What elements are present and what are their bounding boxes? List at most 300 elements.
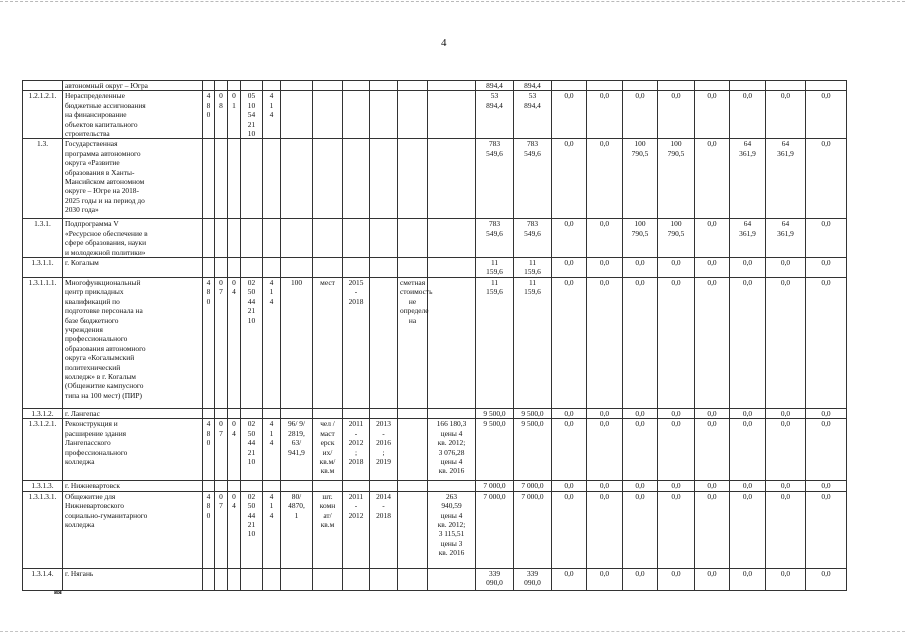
cell-line: 4 — [206, 91, 211, 101]
cell-line: политехнический — [65, 362, 121, 372]
cell-c7 — [313, 91, 343, 139]
cell-line: 0,0 — [780, 419, 791, 429]
cell-line: расширение здания — [65, 428, 127, 438]
cell-c10 — [398, 481, 428, 491]
cell-v2 — [514, 568, 552, 590]
page-number: 4 — [441, 37, 447, 49]
cell-name — [63, 568, 203, 590]
cell-line: 4 — [206, 419, 211, 429]
cell-c11 — [428, 419, 476, 481]
cell-line: 80/ — [291, 491, 302, 501]
cell-name — [63, 139, 203, 219]
cell-v2 — [514, 219, 552, 258]
cell-c11 — [428, 408, 476, 418]
cell-line: 0,0 — [564, 481, 574, 491]
cell-line: цены 4 — [440, 510, 463, 520]
cell-line: 0,0 — [564, 219, 574, 229]
cell-c9 — [370, 491, 398, 568]
cell-c5 — [263, 491, 281, 568]
cell-line: профессионального — [65, 447, 128, 457]
table-row — [23, 408, 847, 418]
cell-line: 4 — [269, 277, 274, 287]
cell-line: 2018 — [376, 510, 391, 520]
cell-line: ; — [382, 447, 385, 457]
cell-v6 — [658, 491, 695, 568]
cell-c7 — [313, 258, 343, 278]
cell-v5 — [623, 481, 658, 491]
cell-line: 0,0 — [707, 91, 717, 101]
cell-line: 790,5 — [631, 148, 649, 158]
cell-line: на финансирование — [65, 110, 127, 120]
cell-c10 — [398, 419, 428, 481]
cell-c1 — [203, 481, 215, 491]
cell-v6 — [658, 81, 695, 91]
cell-line: 159,6 — [524, 267, 541, 277]
cell-line: квалификаций по — [65, 296, 120, 306]
cell-v6 — [658, 408, 695, 418]
cell-v6 — [658, 568, 695, 590]
cell-c4 — [241, 491, 263, 568]
cell-line: 2019 — [376, 456, 391, 466]
cell-line: 0,0 — [707, 277, 717, 287]
cell-v5 — [623, 491, 658, 568]
cell-c1 — [203, 139, 215, 219]
cell-line: 96/ 9/ — [287, 419, 306, 429]
cell-v9 — [766, 81, 806, 91]
cell-line: 2015 — [348, 277, 364, 287]
cell-line: 02 — [247, 491, 256, 501]
cell-line: 50 — [247, 428, 256, 438]
cell-line: 10 — [247, 529, 256, 539]
cell-c2 — [215, 481, 228, 491]
cell-line: автономный округ – Югра — [65, 81, 148, 90]
cell-v7 — [695, 277, 730, 408]
cell-c5 — [263, 277, 281, 408]
cell-line: чел / — [320, 419, 335, 429]
cell-v8 — [730, 139, 766, 219]
cell-line: 0,0 — [707, 481, 717, 491]
cell-line: Многофункциональный — [65, 277, 141, 287]
cell-v4 — [587, 139, 623, 219]
cell-v2 — [514, 258, 552, 278]
cell-line: ; — [354, 447, 358, 457]
cell-line: 1 — [294, 510, 299, 520]
cell-line: 10 — [247, 315, 256, 325]
cell-c11 — [428, 481, 476, 491]
cell-c1 — [203, 258, 215, 278]
cell-c5 — [263, 81, 281, 91]
cell-line: 10 — [247, 456, 256, 466]
cell-line: 2018 — [348, 296, 364, 306]
cell-line: 2819, — [288, 428, 305, 438]
cell-c3 — [228, 481, 241, 491]
cell-v7 — [695, 258, 730, 278]
cell-c10 — [398, 408, 428, 418]
cell-line: 4 — [269, 419, 274, 429]
cell-line: 53 — [528, 91, 537, 101]
cell-v8 — [730, 568, 766, 590]
cell-line: 2030 года» — [65, 205, 99, 215]
cell-c8 — [343, 219, 370, 258]
cell-line: 0,0 — [635, 408, 645, 418]
cell-line: 0 — [206, 296, 211, 306]
cell-v1 — [476, 419, 514, 481]
cell-line: 54 — [247, 110, 256, 120]
table-row — [23, 219, 847, 258]
cell-c7 — [313, 139, 343, 219]
cell-c6 — [281, 568, 313, 590]
cell-v7 — [695, 81, 730, 91]
cell-c7 — [313, 408, 343, 418]
cell-line: 0,0 — [780, 277, 791, 287]
cell-c11 — [428, 219, 476, 258]
table-row — [23, 81, 847, 91]
table-row — [23, 139, 847, 219]
cell-c1 — [203, 491, 215, 568]
cell-c11 — [428, 91, 476, 139]
cell-line: 790,5 — [667, 228, 685, 238]
cell-line: 0,0 — [671, 277, 681, 287]
cell-line: 4870, — [288, 501, 305, 511]
cell-line: 0 — [219, 419, 223, 429]
cell-v4 — [587, 481, 623, 491]
cell-c2 — [215, 419, 228, 481]
cell-v6 — [658, 258, 695, 278]
cell-v10 — [806, 568, 847, 590]
cell-v6 — [658, 91, 695, 139]
cell-v1 — [476, 277, 514, 408]
cell-v9 — [766, 419, 806, 481]
cell-c2 — [215, 219, 228, 258]
cell-v8 — [730, 258, 766, 278]
cell-line: 0,0 — [742, 91, 753, 101]
cell-line: - — [354, 428, 358, 438]
cell-line: 941,9 — [288, 447, 305, 457]
cell-v9 — [766, 277, 806, 408]
cell-name — [63, 91, 203, 139]
cell-c1 — [203, 408, 215, 418]
cell-v2 — [514, 419, 552, 481]
cell-line: 64 — [743, 219, 752, 229]
cell-c8 — [343, 258, 370, 278]
cell-line: Подпрограмма V — [65, 219, 119, 229]
cell-line: 0,0 — [742, 419, 753, 429]
cell-line: мест — [320, 277, 335, 287]
cell-v10 — [806, 491, 847, 568]
cell-line: 1 — [269, 428, 274, 438]
cell-line: кв. 2016 — [438, 548, 465, 558]
cell-c7 — [313, 481, 343, 491]
cell-line: 2016 — [376, 438, 391, 448]
cell-line: 4 — [269, 91, 274, 101]
cell-line: 0,0 — [707, 139, 717, 149]
cell-v3 — [552, 277, 587, 408]
cell-line: 53 — [490, 91, 499, 101]
cell-line: 0,0 — [671, 419, 681, 429]
cell-line: профессионального — [65, 334, 128, 344]
cell-line: - — [354, 287, 358, 297]
cell-v3 — [552, 258, 587, 278]
cell-c11 — [428, 491, 476, 568]
cell-line: 7 — [219, 501, 223, 511]
cell-line: 0,0 — [780, 568, 791, 578]
cell-line: 0 — [232, 91, 236, 101]
cell-line: округа «Развитие — [65, 158, 120, 168]
cell-v3 — [552, 419, 587, 481]
cell-v7 — [695, 491, 730, 568]
cell-line: 8 — [206, 287, 211, 297]
cell-c6 — [281, 277, 313, 408]
cell-line: цены 3 — [440, 538, 463, 548]
scan-edge-bottom — [0, 631, 905, 632]
cell-line: 7 000,0 — [521, 491, 544, 501]
cell-c5 — [263, 568, 281, 590]
cell-c9 — [370, 277, 398, 408]
cell-line: 339 — [526, 568, 539, 578]
cell-v5 — [623, 419, 658, 481]
table-row — [23, 91, 847, 139]
cell-line: 0,0 — [821, 408, 831, 418]
cell-c2 — [215, 91, 228, 139]
cell-line: 9 500,0 — [483, 408, 506, 418]
cell-line: 783 — [488, 219, 501, 229]
cell-line: 0,0 — [635, 481, 645, 491]
cell-c6 — [281, 219, 313, 258]
cell-line: 4 — [269, 491, 274, 501]
cell-line: 0,0 — [564, 419, 574, 429]
cell-line: г. Лангепас — [65, 408, 100, 418]
cell-v4 — [587, 568, 623, 590]
cell-code — [23, 481, 63, 491]
cell-line: 159,6 — [486, 267, 503, 277]
cell-line: 02 — [247, 419, 256, 429]
cell-c6 — [281, 491, 313, 568]
cell-c4 — [241, 277, 263, 408]
cell-line: Нераспределенные — [65, 91, 125, 101]
cell-line: 0 — [219, 491, 223, 501]
cell-line: 0,0 — [821, 91, 831, 101]
cell-line: колледжа — [65, 519, 95, 529]
cell-line: колледж» в г. Когалым — [65, 371, 136, 381]
cell-v8 — [730, 91, 766, 139]
cell-line: 783 — [526, 139, 539, 149]
cell-v10 — [806, 139, 847, 219]
cell-line: 2018 — [348, 456, 364, 466]
table-body — [23, 81, 847, 591]
cell-line: 0,0 — [671, 491, 681, 501]
cell-line: 549,6 — [486, 228, 503, 238]
cell-c10 — [398, 568, 428, 590]
cell-line: 21 — [247, 306, 256, 316]
cell-line: округе – Югре на 2018- — [65, 186, 139, 196]
cell-line: 0,0 — [742, 277, 753, 287]
cell-line: 940,59 — [441, 501, 462, 511]
cell-c10 — [398, 219, 428, 258]
cell-line: 090,0 — [524, 578, 541, 588]
cell-c5 — [263, 408, 281, 418]
cell-line: 0,0 — [635, 277, 645, 287]
cell-line: комн — [319, 501, 336, 511]
cell-line: 8 — [206, 100, 211, 110]
cell-line: 361,9 — [739, 228, 756, 238]
cell-line: 159,6 — [486, 287, 503, 297]
cell-v6 — [658, 481, 695, 491]
cell-line: 0 — [206, 110, 211, 120]
cell-v5 — [623, 219, 658, 258]
cell-line: 3 115,51 — [438, 529, 465, 539]
cell-v1 — [476, 219, 514, 258]
cell-line: 0,0 — [635, 491, 645, 501]
cell-v3 — [552, 219, 587, 258]
cell-v8 — [730, 491, 766, 568]
cell-line: 0,0 — [707, 419, 717, 429]
cell-c5 — [263, 91, 281, 139]
cell-line: учреждения — [65, 324, 103, 334]
cell-name — [63, 419, 203, 481]
cell-line: 159,6 — [524, 287, 541, 297]
cell-c2 — [215, 81, 228, 91]
cell-c5 — [263, 258, 281, 278]
cell-line: 0,0 — [821, 481, 831, 491]
cell-v5 — [623, 277, 658, 408]
cell-c1 — [203, 81, 215, 91]
cell-v9 — [766, 568, 806, 590]
cell-line: их/ — [322, 447, 333, 457]
cell-line: г. Нягань — [65, 568, 94, 578]
cell-line: 0,0 — [635, 258, 645, 268]
cell-name — [63, 408, 203, 418]
cell-line: базе бюджетного — [65, 315, 119, 325]
cell-line: 0,0 — [780, 258, 791, 268]
cell-c6 — [281, 481, 313, 491]
cell-c8 — [343, 408, 370, 418]
cell-line: 10 — [247, 100, 256, 110]
cell-line: Общежитие для — [65, 491, 116, 501]
cell-v6 — [658, 139, 695, 219]
cell-line: 0,0 — [599, 277, 610, 287]
cell-c8 — [343, 139, 370, 219]
cell-line: типа на 100 мест) (ПИР) — [65, 390, 142, 400]
cell-v10 — [806, 481, 847, 491]
cell-v9 — [766, 219, 806, 258]
cell-line: 2012 — [348, 510, 364, 520]
table-row — [23, 568, 847, 590]
cell-v1 — [476, 481, 514, 491]
cell-v8 — [730, 408, 766, 418]
cell-line: 8 — [206, 501, 211, 511]
cell-v1 — [476, 568, 514, 590]
cell-v10 — [806, 91, 847, 139]
cell-line: 4 — [232, 428, 236, 438]
cell-line: образования в Ханты- — [65, 167, 135, 177]
cell-line: «Ресурсное обеспечение в — [65, 228, 148, 238]
cell-line: маст — [320, 428, 335, 438]
cell-line: 0,0 — [599, 139, 610, 149]
cell-name — [63, 481, 203, 491]
cell-c1 — [203, 568, 215, 590]
cell-line: 361,9 — [739, 148, 756, 158]
cell-line: 0,0 — [564, 408, 574, 418]
cell-line: 894,4 — [486, 100, 503, 110]
cell-code — [23, 258, 63, 278]
cell-v10 — [806, 219, 847, 258]
cell-line: 4 — [269, 438, 274, 448]
cell-line: кв.м/ — [319, 456, 336, 466]
cell-c8 — [343, 91, 370, 139]
cell-c2 — [215, 258, 228, 278]
cell-line: 64 — [743, 139, 752, 149]
cell-line: 0,0 — [821, 219, 831, 229]
cell-code — [23, 408, 63, 418]
cell-line: 11 — [528, 258, 537, 268]
cell-line: 0,0 — [742, 481, 753, 491]
cell-line: кв.м — [320, 519, 335, 529]
cell-line: 3 076,28 — [438, 447, 465, 457]
cell-c10 — [398, 258, 428, 278]
cell-c7 — [313, 81, 343, 91]
cell-line: центр прикладных — [65, 287, 124, 297]
cell-c9 — [370, 219, 398, 258]
cell-c7 — [313, 219, 343, 258]
cell-line: 0,0 — [821, 258, 831, 268]
cell-line: 0,0 — [564, 491, 574, 501]
cell-line: 7 — [219, 428, 223, 438]
cell-v4 — [587, 277, 623, 408]
cell-line: 0,0 — [599, 491, 610, 501]
cell-c3 — [228, 568, 241, 590]
cell-line: 0,0 — [635, 568, 645, 578]
cell-line: 1 — [269, 287, 274, 297]
cell-c1 — [203, 91, 215, 139]
cell-c9 — [370, 408, 398, 418]
cell-line: 0,0 — [707, 408, 717, 418]
cell-line: 0,0 — [707, 491, 717, 501]
cell-line: 0,0 — [707, 258, 717, 268]
budget-table — [22, 80, 847, 591]
cell-c4 — [241, 219, 263, 258]
cell-line: 0,0 — [671, 481, 681, 491]
cell-line: 44 — [247, 510, 256, 520]
cell-line: 100 — [634, 219, 646, 229]
cell-line: бюджетные ассигнования — [65, 100, 146, 110]
table-row — [23, 419, 847, 481]
cell-line: 0 — [232, 277, 236, 287]
cell-v4 — [587, 219, 623, 258]
cell-v7 — [695, 568, 730, 590]
cell-v2 — [514, 491, 552, 568]
cell-line: 0,0 — [599, 419, 610, 429]
row-code: 1.3.1.1.1. — [28, 277, 57, 287]
cell-code — [23, 491, 63, 568]
cell-c2 — [215, 408, 228, 418]
cell-c6 — [281, 408, 313, 418]
row-code: 1.2.1.2.1. — [28, 91, 57, 101]
cell-line: 9 500,0 — [521, 408, 544, 418]
cell-line: социально-гуманитарного — [65, 510, 148, 520]
cell-line: 63/ — [291, 438, 302, 448]
cell-c5 — [263, 481, 281, 491]
cell-line: 0,0 — [707, 568, 717, 578]
cell-v4 — [587, 81, 623, 91]
cell-line: 7 000,0 — [483, 491, 506, 501]
cell-c5 — [263, 219, 281, 258]
cell-line: 21 — [247, 119, 256, 129]
cell-v10 — [806, 408, 847, 418]
cell-c7 — [313, 491, 343, 568]
cell-c11 — [428, 258, 476, 278]
cell-line: 339 — [488, 568, 501, 578]
cell-v8 — [730, 81, 766, 91]
